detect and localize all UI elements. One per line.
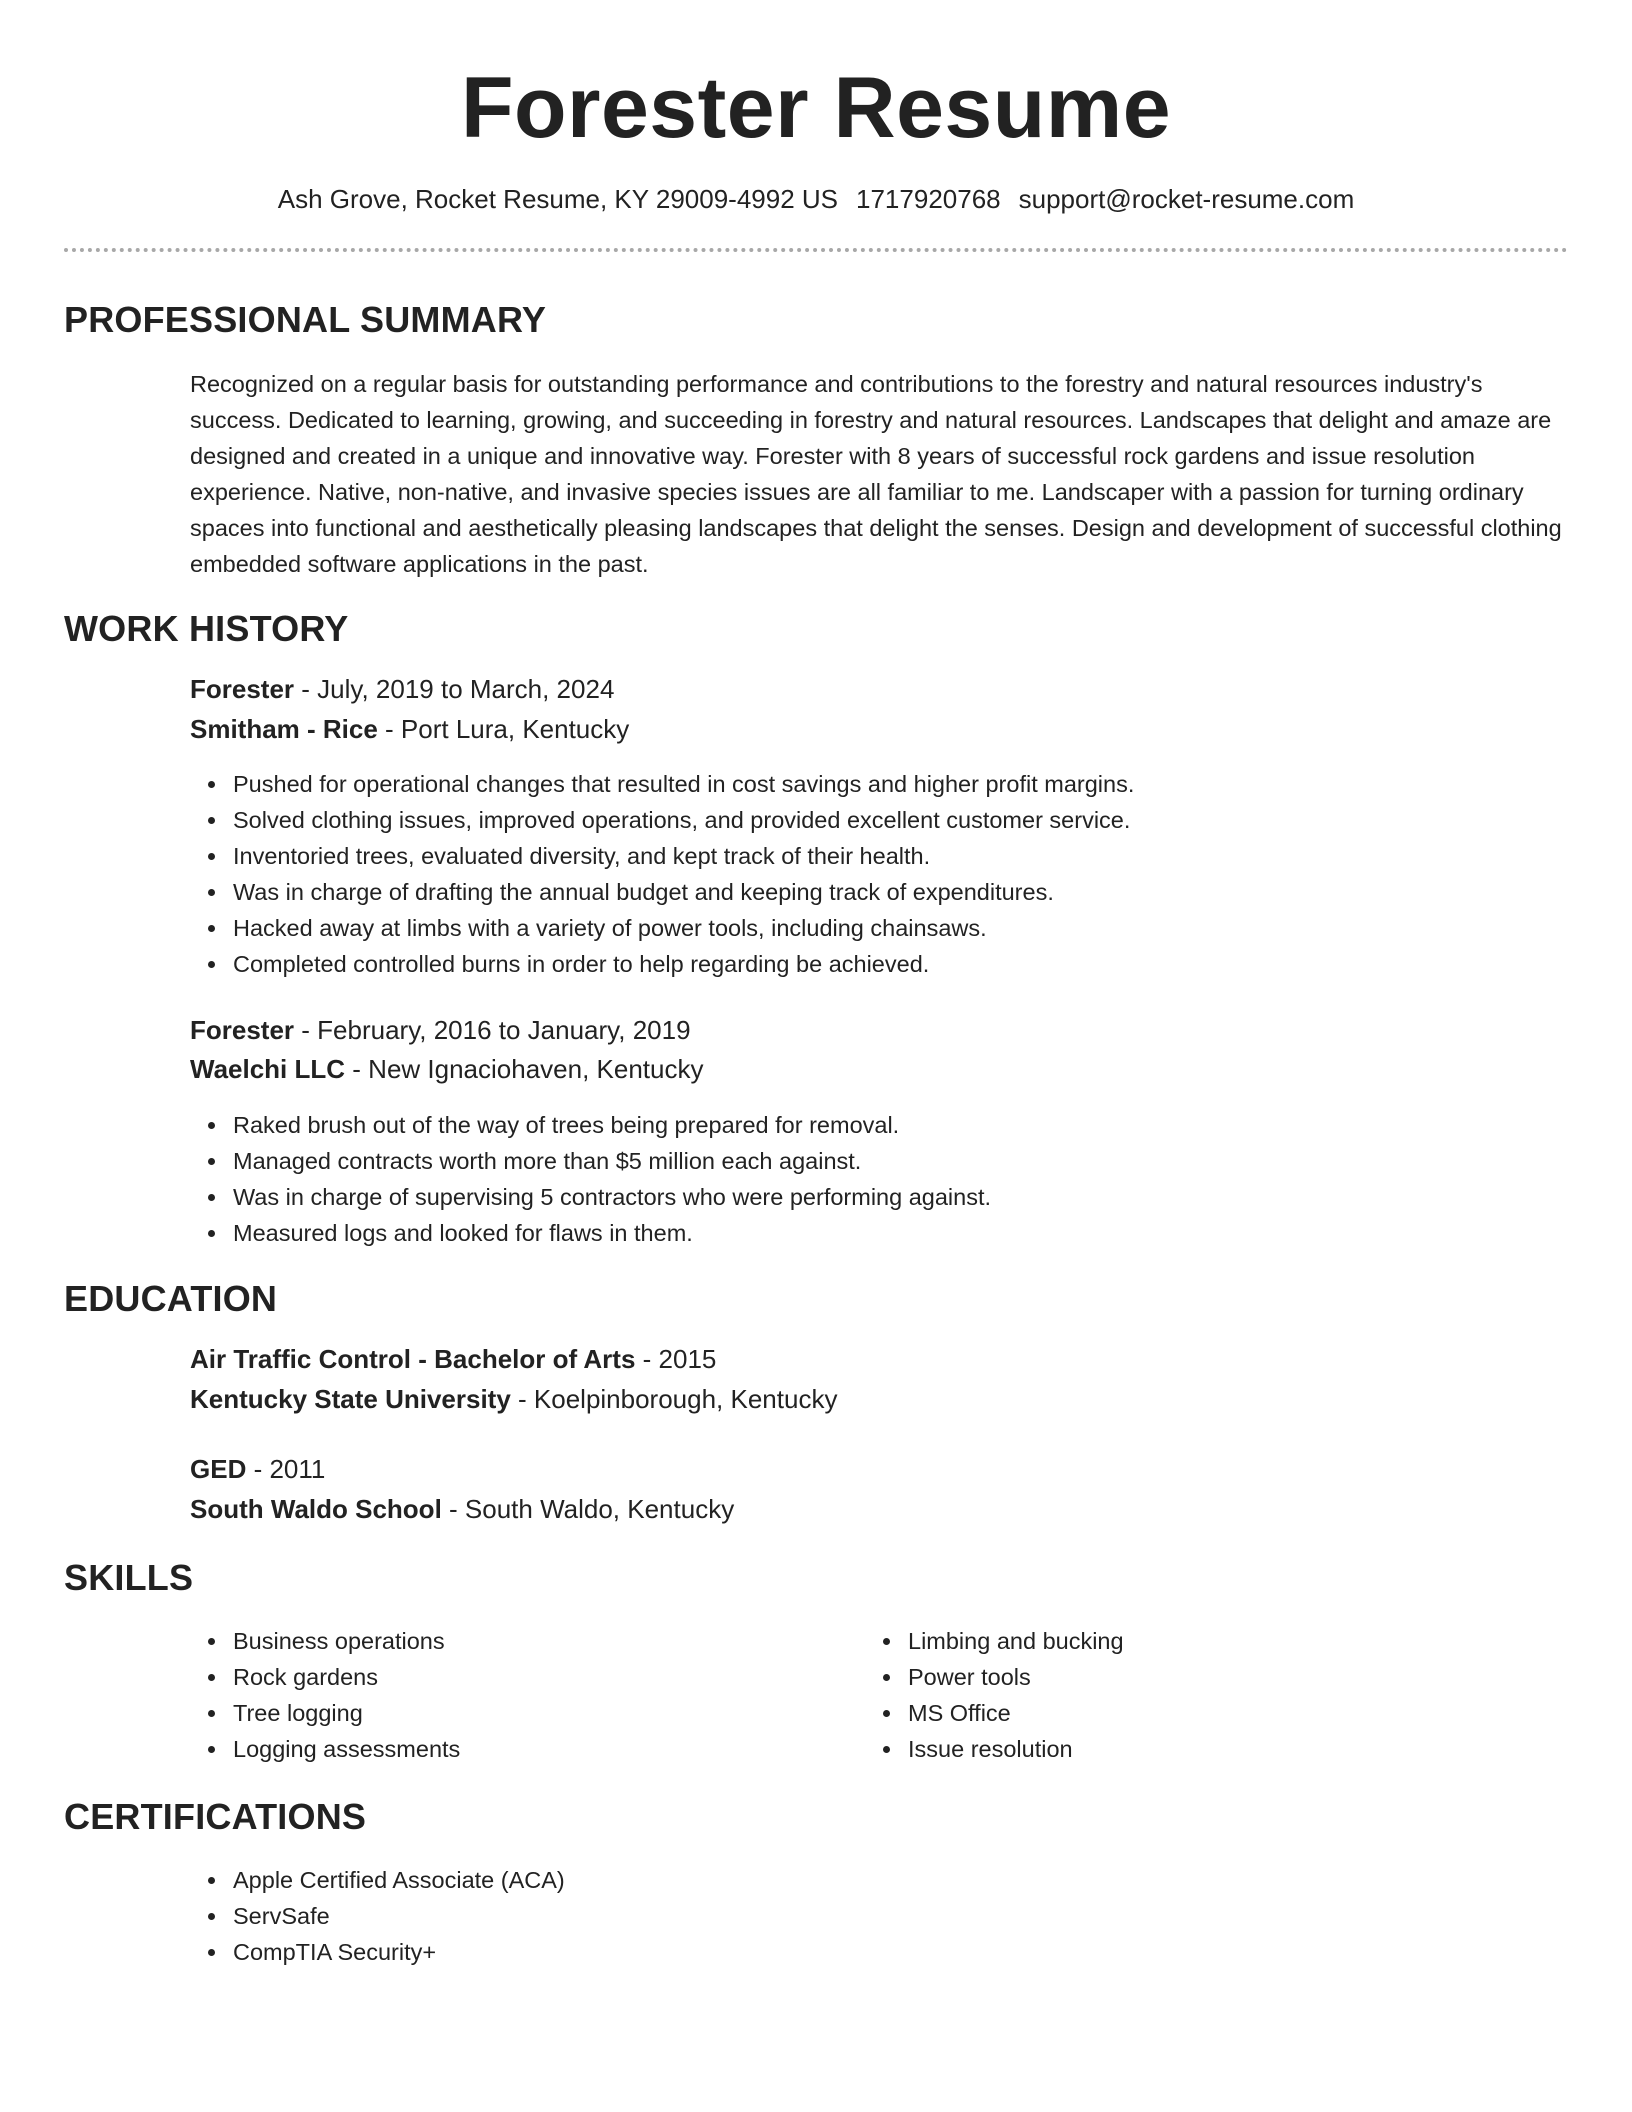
skill-item: Business operations <box>233 1623 460 1659</box>
skill-item: Issue resolution <box>908 1731 1124 1767</box>
education-2-school-line <box>190 1492 734 1526</box>
job-1-dates: - July, 2019 to March, 2024 <box>294 674 615 704</box>
contact-address: Ash Grove, Rocket Resume, KY 29009-4992 US <box>277 184 839 214</box>
education-1-year: - 2015 <box>635 1344 717 1374</box>
education-1-location: - Koelpinborough, Kentucky <box>510 1384 838 1414</box>
list-item: Hacked away at limbs with a variety of power tools, including chainsaws. <box>233 910 1134 946</box>
education-1-degree: Air Traffic Control - Bachelor of Arts <box>190 1344 636 1374</box>
job-1-title-line <box>190 672 614 706</box>
job-2-location: - New Ignaciohaven, Kentucky <box>345 1054 704 1084</box>
list-item: Was in charge of supervising 5 contractors who were performing against. <box>233 1179 991 1215</box>
skills-list-left <box>233 1623 460 1767</box>
list-item: Inventoried trees, evaluated diversity, and kept track of their health. <box>233 838 1134 874</box>
list-item: Was in charge of drafting the annual budget and keeping track of expenditures. <box>233 874 1134 910</box>
certifications-list <box>233 1862 565 1970</box>
job-2-role: Forester <box>190 1015 295 1045</box>
job-1-bullets <box>233 766 1134 982</box>
header-divider <box>64 248 1568 252</box>
job-2-dates: - February, 2016 to January, 2019 <box>294 1015 691 1045</box>
skills-list-right <box>908 1623 1124 1767</box>
education-1-degree-line <box>190 1342 716 1376</box>
list-item: Raked brush out of the way of trees being prepared for removal. <box>233 1107 991 1143</box>
section-title-work-history: WORK HISTORY <box>64 608 349 649</box>
education-2-degree-line <box>190 1452 325 1486</box>
skill-item: Tree logging <box>233 1695 460 1731</box>
contact-email: support@rocket-resume.com <box>1018 184 1355 214</box>
education-2-year: - 2011 <box>246 1454 326 1484</box>
job-2-bullets <box>233 1107 991 1251</box>
section-title-skills: SKILLS <box>64 1557 194 1598</box>
contact-line <box>0 182 1632 216</box>
list-item: Measured logs and looked for flaws in them. <box>233 1215 991 1251</box>
list-item: Completed controlled burns in order to help regarding be achieved. <box>233 946 1134 982</box>
skill-item: MS Office <box>908 1695 1124 1731</box>
job-2-company-line <box>190 1052 703 1086</box>
job-1-company: Smitham - Rice <box>190 714 378 744</box>
contact-phone: 1717920768 <box>856 184 1001 214</box>
education-2-degree: GED <box>190 1454 247 1484</box>
education-2-school: South Waldo School <box>190 1494 442 1524</box>
education-1-school: Kentucky State University <box>190 1384 511 1414</box>
education-2-location: - South Waldo, Kentucky <box>441 1494 735 1524</box>
job-1-role: Forester <box>190 674 295 704</box>
list-item: Pushed for operational changes that resulted in cost savings and higher profit margins. <box>233 766 1134 802</box>
resume-title: Forester Resume <box>460 60 1172 156</box>
list-item: Solved clothing issues, improved operations, and provided excellent customer service. <box>233 802 1134 838</box>
job-2-company: Waelchi LLC <box>190 1054 346 1084</box>
section-title-certifications: CERTIFICATIONS <box>64 1796 367 1837</box>
skill-item: Power tools <box>908 1659 1124 1695</box>
summary-text: Recognized on a regular basis for outstanding performance and contributions to the forestry and natural resources industry's success. Dedicated to learning, growing, and succeeding in forestry and natural resources. Landscapes that delight and amaze are designed and created in a unique and innovative way. Forester with 8 years of successful rock gardens and issue resolution experience. Native, non-native, and invasive species issues are all familiar to me. Landscaper with a passion for turning ordinary spaces into functional and aesthetically pleasing landscapes that delight the senses. Design and development of successful clothing embedded software applications in the past. <box>190 371 1562 577</box>
certification-item: ServSafe <box>233 1898 565 1934</box>
section-title-summary: PROFESSIONAL SUMMARY <box>64 299 547 340</box>
education-1-school-line <box>190 1382 837 1416</box>
skill-item: Logging assessments <box>233 1731 460 1767</box>
job-2-title-line <box>190 1013 691 1047</box>
section-title-education: EDUCATION <box>64 1278 278 1319</box>
job-1-location: - Port Lura, Kentucky <box>377 714 630 744</box>
certification-item: CompTIA Security+ <box>233 1934 565 1970</box>
skill-item: Rock gardens <box>233 1659 460 1695</box>
certification-item: Apple Certified Associate (ACA) <box>233 1862 565 1898</box>
job-1-company-line <box>190 712 629 746</box>
list-item: Managed contracts worth more than $5 million each against. <box>233 1143 991 1179</box>
skill-item: Limbing and bucking <box>908 1623 1124 1659</box>
